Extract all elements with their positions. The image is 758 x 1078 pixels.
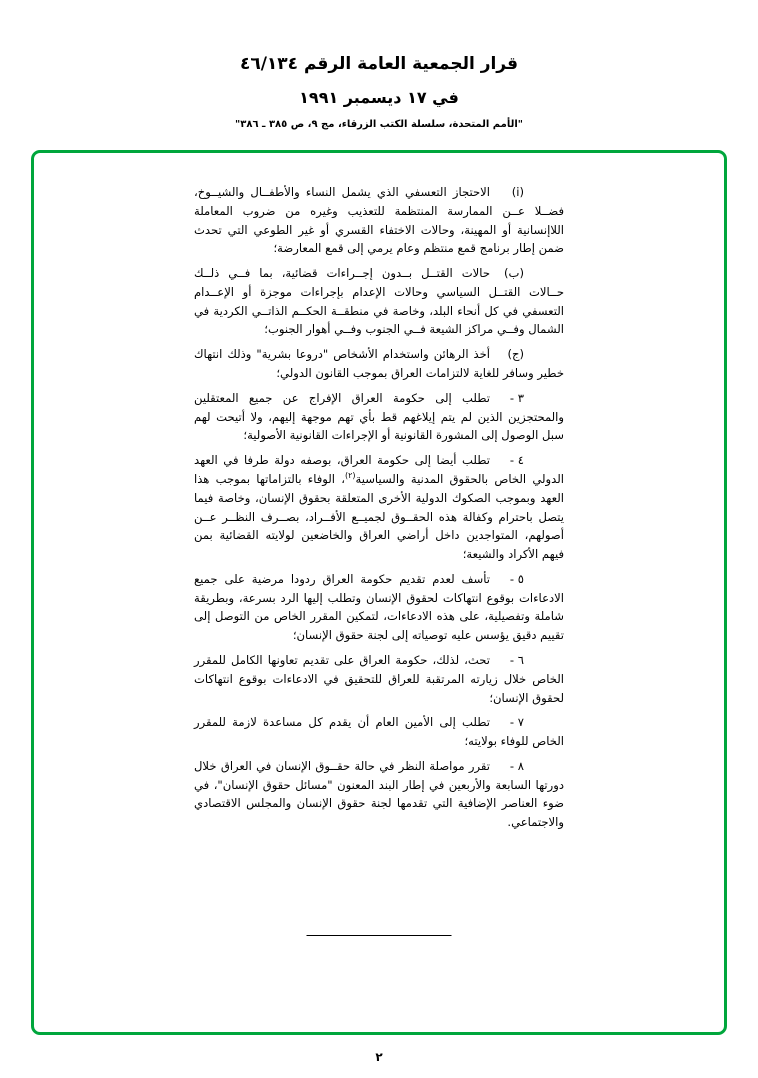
paragraph-text: حالات القتــل بــدون إجــراءات قضائية، بما فــي ذلــك حــالات القتــل السياسي وحالات الإعدام بإجراءات موجزة أو الإعــدام التعسفي في كل أنحاء البلد، وخاصة في منطقــة الحكــم الذاتــي الكردية في الشمال وفــي مراكز الشيعة فــي الجنوب وفــي أهوار الجنوب؛ [194,266,564,337]
paragraph-text: تقرر مواصلة النظر في حالة حقــوق الإنسان في العراق خلال دورتها السابعة والأربعين في إطار البند المعنون "مسائل حقوق الإنسان"، في ضوء العناصر الإضافية التي تقدمها لجنة حقوق الإنسان والمجلس الاقتصادي والاجتماعي. [194,758,564,830]
paragraph-marker: ٣ - [509,390,524,405]
page-header [0,0,758,130]
source-citation: "الأمم المتحدة، سلسلة الكتب الزرقاء، مج ٩، ص ٣٨٥ ـ ٣٨٦" [235,118,523,130]
section-divider [307,935,452,936]
resolution-body [194,183,564,838]
paragraph-item [194,570,564,645]
paragraph-text: تطلب إلى الأمين العام أن يقدم كل مساعدة لازمة للمقرر الخاص للوفاء بولايته؛ [194,715,564,749]
paragraph-item [194,713,564,751]
paragraph-marker: (ج) [507,347,524,362]
resolution-date: في ١٧ ديسمبر ١٩٩١ [299,87,459,107]
paragraph-text: أخذ الرهائن واستخدام الأشخاص "دروعا بشرية" وذلك انتهاك خطير وسافر للغاية لالتزامات العراق بموجب القانون الدولي؛ [194,347,564,381]
resolution-title: قرار الجمعية العامة الرقم ٤٦/١٣٤ [239,54,519,74]
content-frame [31,150,727,1035]
paragraph-text: تطلب إلى حكومة العراق الإفراج عن جميع المعتقلين والمحتجزين الذين لم يتم إيلاغهم قط بأي تهم موجهة إليهم، ولا أتيحت لهم سبل الوصول إلى المشورة القانونية أو الإجراءات القانونية الأصولية؛ [194,390,564,443]
paragraph-item [194,757,564,832]
paragraph-marker: ٤ - [509,453,524,468]
paragraph-item [194,183,564,258]
paragraph-marker: ٧ - [509,715,524,730]
paragraph-marker: ٦ - [509,652,524,667]
paragraph-item [194,651,564,707]
paragraph-text: تطلب أيضا إلى حكومة العراق، بوصفه دولة طرفا في العهد الدولي الخاص بالحقوق المدنية والسياسية$^{(٢)}$، الوفاء بالتزاماتها بموجب هذا العهد وبموجب الصكوك الدولية الأخرى المتعلقة بحقوق الإنسان، وخاصة فيما يتصل باحترام وكفالة هذه الحقــوق لجميــع الأفــراد، بصــرف النظــر عــن أصولهم، المتواجدين داخل أراضي العراق والخاضعين لولايته القضائية بمن فيهم الأكراد والشيعة؛ [194,453,564,562]
paragraph-marker: (ب) [504,266,524,281]
paragraph-text: تأسف لعدم تقديم حكومة العراق ردودا مرضية على جميع الادعاءات بوقوع انتهاكات لحقوق الإنسان وتطلب إليها الرد بسرعة، وبطريقة شاملة وتفصيلية، على هذه الادعاءات، لتمكين المقرر الخاص من التوصل إلى تقييم دقيق يؤسس عليه توصياته إلى لجنة حقوق الإنسان؛ [194,571,564,643]
paragraph-item [194,264,564,339]
paragraph-item [194,345,564,383]
paragraph-text: الاحتجاز التعسفي الذي يشمل النساء والأطفــال والشيــوخ، فضــلا عــن الممارسة المنتظمة للتعذيب وغيره من ضروب المعاملة اللاإنسانية أو المهينة، وحالات الاختفاء القسري أو غير الطوعي التي تحدث ضمن إطار برنامج قمع منتظم وعام يرمي إلى قمع المعارضة؛ [194,185,564,256]
paragraph-item [194,389,564,445]
paragraph-text: تحث، لذلك، حكومة العراق على تقديم تعاونها الكامل للمقرر الخاص خلال زيارته المرتقبة للعراق للتحقيق في الادعاءات بوقوع انتهاكات لحقوق الإنسان؛ [194,652,564,705]
paragraph-item [194,451,564,564]
page-number: ٢ [375,1050,383,1064]
paragraph-marker: (i) [511,185,524,199]
paragraph-marker: ٥ - [509,571,524,586]
paragraph-marker: ٨ - [509,758,524,773]
